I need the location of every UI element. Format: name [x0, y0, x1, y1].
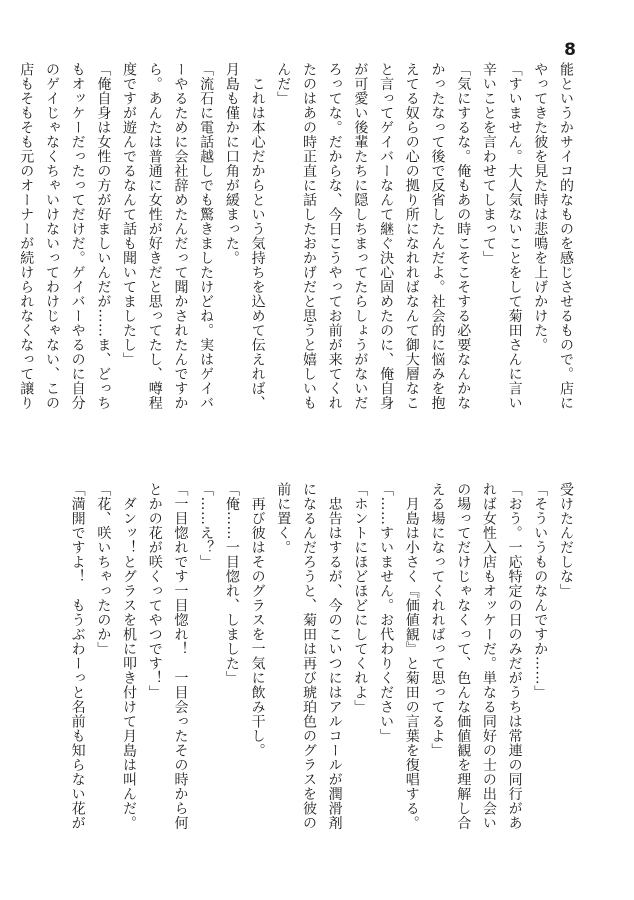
- text-line: と言ってゲイバーなんて継ぐ決心固めたのに、俺自身: [378, 62, 395, 410]
- text-line: えてる奴らの心の拠り所になれればなんて御大層なこ: [403, 62, 420, 410]
- text-line: 辛いことを言わせてしまって」: [480, 62, 497, 265]
- text-line: 「流石に電話越しでも驚きましたけどね。実はゲイバ: [198, 62, 215, 410]
- text-line: ら。あんたは普通に女性が好きだと思ってたし、噂程: [146, 62, 163, 410]
- page-number: 8: [564, 40, 576, 60]
- text-line: かったなって後で反省したんだよ。社会的に悩みを抱: [429, 62, 446, 410]
- text-line: 「花、咲いちゃったのか」: [95, 482, 112, 656]
- text-line: 「おう。一応特定の日のみだがうちは常連の同行があ: [506, 482, 523, 830]
- text-line: 店もそもそも元のオーナーが続けられなくなって譲り: [18, 62, 35, 410]
- text-line: 忠告はするが、今のこいつにはアルコールが潤滑剤: [326, 482, 343, 830]
- text-line: 前に置く。: [275, 482, 292, 555]
- text-line: んだ」: [275, 62, 292, 106]
- text-line: 「すいません。大人気ないことをして菊田さんに言い: [506, 62, 523, 410]
- text-line: ろってな。だからな、今日こうやってお前が来てくれ: [326, 62, 343, 410]
- text-line: になるんだろうと、菊田は再び琥珀色のグラスを彼の: [300, 482, 317, 830]
- text-line: とかの花が咲くってやつです！」: [146, 482, 163, 700]
- text-line: 「俺自身は女性の方が好ましいんだが……ま、どっち: [95, 62, 112, 410]
- text-line: 度ですが遊んでるなんて話も聞いてましたし」: [121, 62, 138, 367]
- text-line: 「そういうものなんですか……」: [532, 482, 549, 700]
- text-block-bottom: [64, 482, 578, 854]
- text-line: 「俺……一目惚れ、しました」: [223, 482, 240, 685]
- text-line: これは本心だからという気持ちを込めて伝えれば、: [249, 62, 266, 410]
- text-line: 「満開ですよ！ もうぶわーっと名前も知らない花が: [69, 482, 86, 830]
- text-line: 「気にするな。俺もあの時こそこそする必要なんかな: [455, 62, 472, 410]
- text-line: える場になってくれればって思ってるよ」: [429, 482, 446, 758]
- text-line: 再び彼はそのグラスを一気に飲み干し。: [249, 482, 266, 758]
- text-line: の場ってだけじゃなくって、色んな価値観を理解し合: [455, 482, 472, 830]
- text-line: ーやるために会社辞めたんだって聞かされたんですか: [172, 62, 189, 410]
- text-line: 月島も僅かに口角が緩まった。: [223, 62, 240, 265]
- text-line: たのはあの時正直に話したおかげだと思うと嬉しいも: [300, 62, 317, 410]
- text-line: やってきた彼を見た時は悲鳴を上げかけた。: [532, 62, 549, 352]
- text-block-top: [18, 62, 578, 434]
- text-line: もオッケーだったってだけだ。ゲイバーやるのに自分: [69, 62, 86, 410]
- text-line: 月島は小さく『価値観』と菊田の言葉を復唱する。: [403, 482, 420, 830]
- text-line: ダンッ！とグラスを机に叩き付けて月島は叫んだ。: [121, 482, 138, 830]
- text-line: が可愛い後輩たちに隠しちまってたらしょうがないだ: [352, 62, 369, 410]
- text-line: 「一目惚れです一目惚れ！ 一目会ったその時から何: [172, 482, 189, 830]
- text-line: れば女性入店もオッケーだ。単なる同好の士の出会い: [480, 482, 497, 830]
- text-line: 受けたんだしな」: [558, 482, 574, 598]
- text-line: のゲイじゃなくちゃいけないってわけじゃない、この: [43, 62, 60, 410]
- text-line: 能というかサイコ的なものを感じさせるもので。店に: [558, 62, 574, 410]
- text-line: 「ホントにほどほどにしてくれよ」: [352, 482, 369, 714]
- text-line: 「……すいません。お代わりください」: [378, 482, 395, 743]
- text-line: 「……え？」: [198, 482, 215, 569]
